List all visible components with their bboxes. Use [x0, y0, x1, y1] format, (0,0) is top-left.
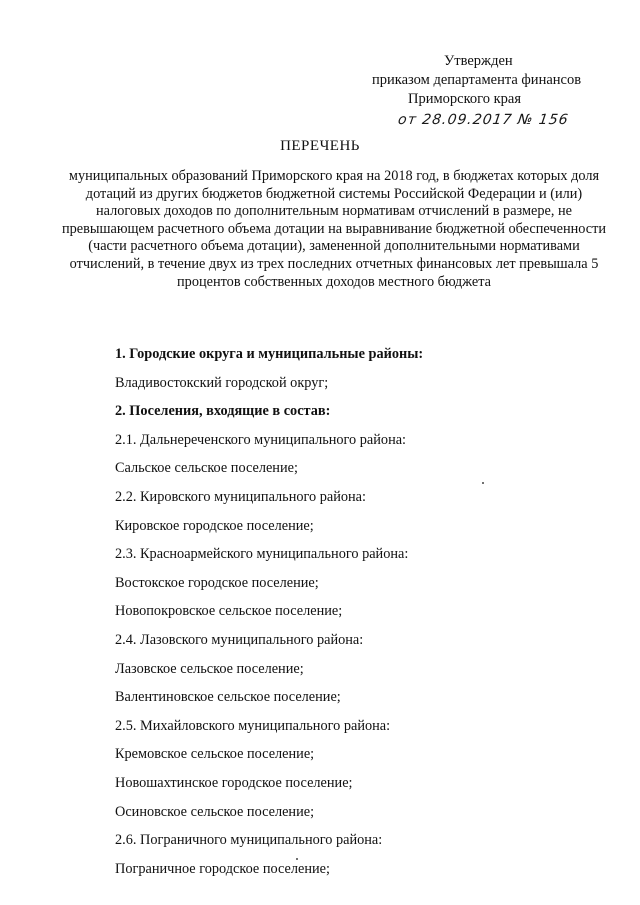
municipality-list — [115, 340, 595, 883]
document-description: муниципальных образований Приморского края на 2018 год, в бюджетах которых доля дотаций из других бюджетов бюджетной системы Российской Федерации и (или) налоговых доходов по дополнительным нормативам отчислений в размере, не превышающем расчетного объема дотации на выравнивание бюджетной обеспеченности (части расчетного объема дотации), замененной дополнительными нормативами отчислений, в течение двух из трех последних отчетных финансовых лет превышала 5 процентов собственных доходов местного бюджета — [61, 168, 606, 290]
list-item: Пограничное городское поселение; — [115, 860, 330, 877]
approval-status: Утвержден — [444, 53, 513, 69]
approval-block — [352, 52, 602, 130]
scan-speck — [482, 482, 484, 484]
list-item: Новошахтинское городское поселение; — [115, 774, 353, 791]
list-item: Владивостокский городской округ; — [115, 374, 329, 391]
approval-handwritten-date-number: от 28.09.2017 № 156 — [396, 112, 570, 128]
approval-region: Приморского края — [408, 91, 522, 107]
subsection-heading: 2.4. Лазовского муниципального района: — [115, 631, 364, 648]
list-item: Осиновское сельское поселение; — [115, 803, 315, 820]
scan-speck — [296, 858, 298, 860]
approval-order: приказом департамента финансов — [372, 72, 582, 88]
section-heading: 2. Поселения, входящие в состав: — [115, 403, 331, 420]
subsection-heading: 2.2. Кировского муниципального района: — [115, 488, 366, 505]
list-item: Сальское сельское поселение; — [115, 460, 298, 477]
list-item: Востокское городское поселение; — [115, 574, 319, 591]
list-item: Новопокровское сельское поселение; — [115, 603, 343, 620]
subsection-heading: 2.6. Пограничного муниципального района: — [115, 832, 383, 849]
list-item: Валентиновское сельское поселение; — [115, 689, 341, 706]
subsection-heading: 2.3. Красноармейского муниципального района: — [115, 546, 409, 563]
subsection-heading: 2.1. Дальнереченского муниципального района: — [115, 431, 407, 448]
list-item: Кремовское сельское поселение; — [115, 746, 315, 763]
section-heading: 1. Городские округа и муниципальные районы: — [115, 346, 424, 362]
list-item: Кировское городское поселение; — [115, 517, 314, 534]
subsection-heading: 2.5. Михайловского муниципального района: — [115, 717, 391, 734]
document-title: ПЕРЕЧЕНЬ — [280, 138, 360, 154]
list-item: Лазовское сельское поселение; — [115, 660, 304, 677]
